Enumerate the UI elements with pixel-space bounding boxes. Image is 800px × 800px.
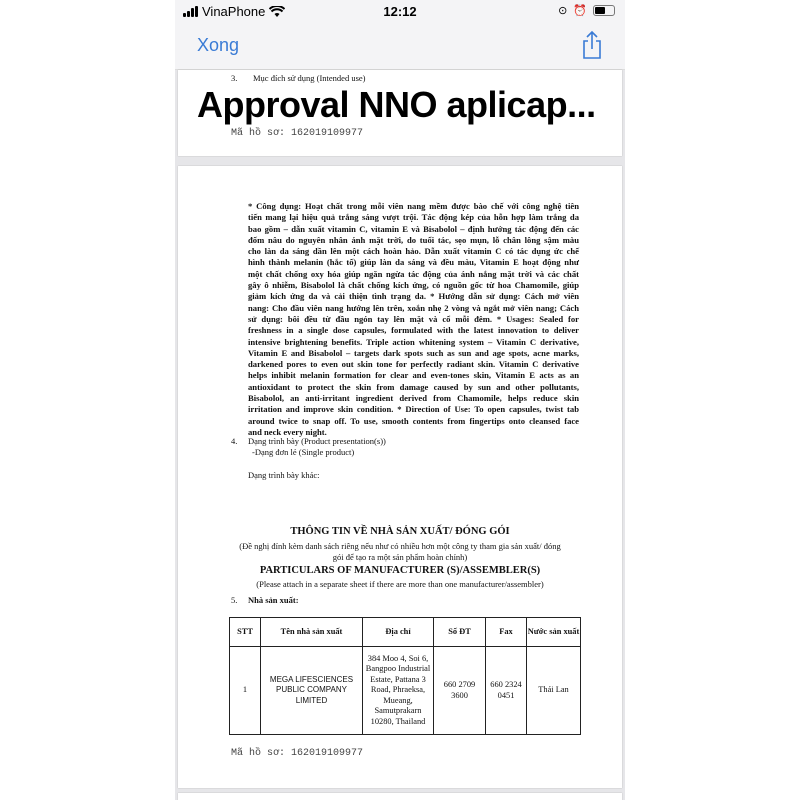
- manufacturer-note-en: (Please attach in a separate sheet if there are more than one manufacturer/assembler): [256, 579, 544, 589]
- paragraph-line: bao gồm – dẫn xuất vitamin C, vitamin E và Bisabolol – định hướng tác động đến các: [248, 223, 579, 234]
- paragraph-line: Bisabolol, an anti-irritant ingredient derived from Chamomile, helps reduce skin: [248, 393, 579, 404]
- paragraph-line: tiến mang lại hiệu quả trắng sáng vượt trội. Tác động kép của hỗn hợp làm trắng da: [248, 212, 579, 223]
- section-4-number: 4.: [231, 436, 238, 446]
- alarm-icon: ⏰: [573, 5, 587, 17]
- cell-name: MEGA LIFESCIENCES PUBLIC COMPANY LIMITED: [261, 647, 363, 735]
- paragraph-line: helps inhibit melanin formation for clear and even-tones skin, Vitamin E acts as an: [248, 370, 579, 381]
- header-stt: STT: [230, 618, 261, 647]
- usage-paragraph: [248, 201, 579, 438]
- header-phone: Số ĐT: [434, 618, 486, 647]
- document-page-3: [178, 793, 622, 800]
- paragraph-line: sử dụng: bôi đều từ đầu ngón tay lên mặt và cổ mỗi đêm. * Usages: Sealed for: [248, 313, 579, 324]
- file-code: Mã hồ sơ: 162019109977: [231, 128, 364, 139]
- section-3-number: 3.: [231, 73, 238, 83]
- paragraph-line: darkened pores to even out skin tone for perfectly radiant skin. Vitamin C derivative: [248, 359, 579, 370]
- table-header-row: [230, 618, 581, 647]
- section-3-label: Mục đích sử dụng (Intended use): [253, 73, 366, 83]
- cell-stt: 1: [230, 647, 261, 735]
- cell-fax: 660 2324 0451: [486, 647, 527, 735]
- manufacturer-note-vi-1: (Đề nghị đính kèm danh sách riêng nếu như có nhiều hơn một công ty tham gia sản xuất/ đóng: [239, 541, 561, 551]
- paragraph-line: intensive brightening benefits. Triple action whitening system – Vitamin C derivative,: [248, 336, 579, 347]
- paragraph-line: freshness in a single dose capsules, formulated with the latest innovation to deliver: [248, 325, 579, 336]
- status-bar: [175, 0, 625, 24]
- carrier-group: [183, 4, 285, 19]
- signal-icon: [183, 6, 198, 17]
- header-name: Tên nhà sản xuất: [261, 618, 363, 647]
- clock: 12:12: [383, 4, 417, 19]
- paragraph-line: gây ô nhiễm, Bisabolol là chất chống kích ứng, có nguồn gốc từ hoa Chamomile, giúp: [248, 280, 579, 291]
- paragraph-line: irritation and improve skin condition. * Direction of Use: To open capsules, twist tab: [248, 404, 579, 415]
- wifi-icon: [269, 6, 285, 18]
- manufacturer-heading-vi: THÔNG TIN VỀ NHÀ SẢN XUẤT/ ĐÓNG GÓI: [290, 526, 510, 537]
- header-address: Địa chỉ: [363, 618, 434, 647]
- table-row: [230, 647, 581, 735]
- paragraph-line: antioxidant to protect the skin from damage caused by sun and other pollutants,: [248, 381, 579, 392]
- navigation-bar: [175, 24, 625, 70]
- section-5-number: 5.: [231, 595, 238, 605]
- paragraph-line: nang: Cho đầu viên nang hướng lên trên, xoắn nhẹ 2 vòng và ngắt mở viên nang; Cách: [248, 302, 579, 313]
- section-4-item: -Dạng đơn lẻ (Single product): [252, 447, 355, 457]
- manufacturer-table: [229, 617, 581, 735]
- header-country: Nước sản xuất: [527, 618, 581, 647]
- section-5-label: Nhà sản xuất:: [248, 595, 299, 605]
- paragraph-line: đốm nâu do nguyên nhân ánh mặt trời, do tuổi tác, sẹo mụn, lỗ chân lông sậm màu: [248, 234, 579, 245]
- phone-screen: [175, 0, 625, 800]
- header-fax: Fax: [486, 618, 527, 647]
- paragraph-line: cho làn da sáng dần lên một cách hoàn hảo. Dẫn xuất vitamin C có tác dụng ức chế: [248, 246, 579, 257]
- done-button[interactable]: Xong: [197, 35, 240, 55]
- share-icon[interactable]: [581, 30, 603, 60]
- rotation-lock-icon: ⊙: [558, 5, 568, 17]
- manufacturer-heading-en: PARTICULARS OF MANUFACTURER (S)/ASSEMBLER(S): [259, 565, 541, 576]
- paragraph-line: Vitamin E and Bisabolol – targets dark spots such as sun and age spots, acne marks,: [248, 347, 579, 358]
- paragraph-line: around twice to snap off. To use, smooth contents from fingertips onto cleansed face: [248, 415, 579, 426]
- section-4-label: Dạng trình bày (Product presentation(s)): [248, 436, 386, 446]
- cell-phone: 660 2709 3600: [434, 647, 486, 735]
- carrier-name: VinaPhone: [202, 4, 266, 19]
- paragraph-line: and neck every night.: [248, 426, 327, 437]
- paragraph-line: hình thành melanin (hắc tố) giúp làn da sáng và đều màu, Vitamin E hoạt động như: [248, 257, 579, 268]
- paragraph-line: giảm kích ứng da và cải thiện tình trạng da. * Hướng dẫn sử dụng: Cách mở viên: [248, 291, 579, 302]
- cell-country: Thái Lan: [527, 647, 581, 735]
- document-title: Approval NNO aplicap...: [197, 84, 596, 125]
- paragraph-line: * Công dụng: Hoạt chất trong mỗi viên nang mềm được bào chế với công nghệ tiên: [248, 201, 579, 211]
- file-code: Mã hồ sơ: 162019109977: [231, 748, 364, 759]
- manufacturer-note-vi-2: gói để tạo ra một sản phẩm hoàn chỉnh): [332, 552, 468, 562]
- cell-address: 384 Moo 4, Soi 6, Bangpoo Industrial Estate, Pattana 3 Road, Phraeksa, Mueang, Samutprakarn 10280, Thailand: [363, 647, 434, 735]
- paragraph-line: một chất chống oxy hóa giúp ngăn ngừa tác động của ánh nắng mặt trời và các chất: [248, 268, 579, 279]
- status-icons: [558, 4, 615, 17]
- document-page-1: [178, 70, 622, 156]
- section-4-other: Dạng trình bày khác:: [248, 470, 320, 480]
- document-page-2: [178, 166, 622, 788]
- battery-icon: [593, 5, 615, 16]
